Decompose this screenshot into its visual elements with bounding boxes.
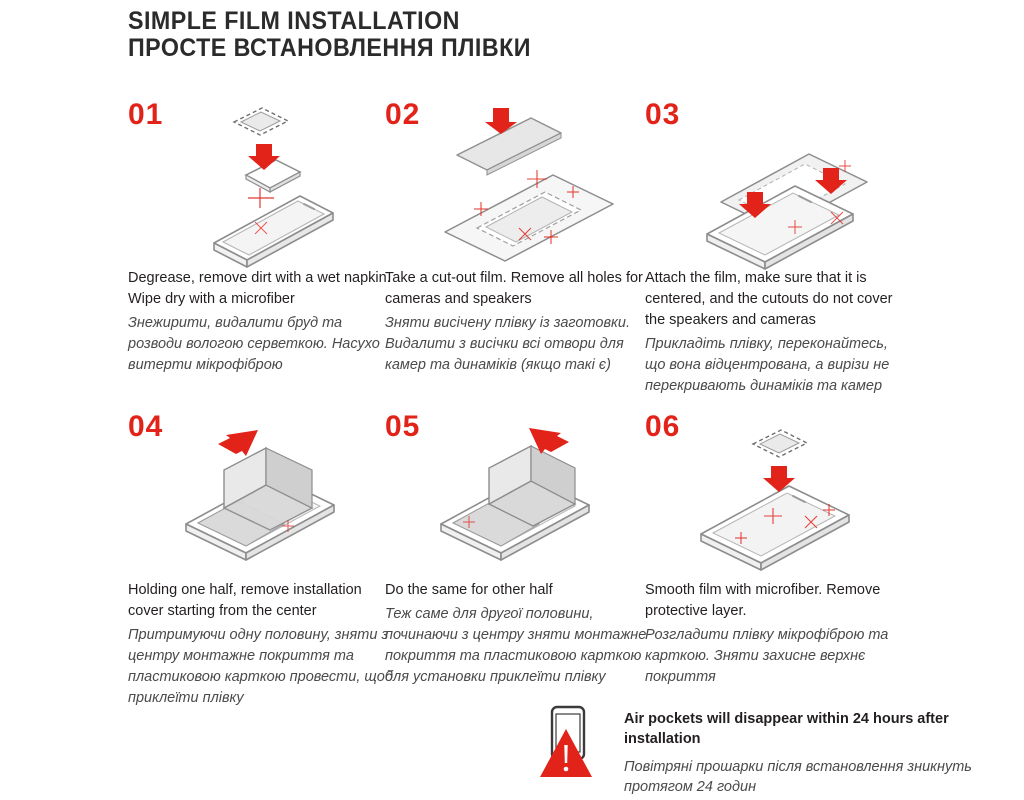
step-04-text-uk: Притримуючи одну половину, зняти з центру монтажне покриття та пластиковою карткою провести, щоб приклеїти плівку [128,627,393,707]
step-03-text [645,268,910,397]
step-06-illustration [645,412,910,580]
step-01-number: 01 [128,98,164,131]
film-sheet-peel-icon [385,100,650,275]
step-05-text-en: Do the same for other half [385,582,553,598]
step-05 [385,412,650,688]
step-01 [128,100,393,376]
step-06-number: 06 [645,410,681,443]
step-03-illustration [645,100,910,268]
page-title-uk: ПРОСТЕ ВСТАНОВЛЕННЯ ПЛІВКИ [128,34,531,63]
step-01-text-en: Degrease, remove dirt with a wet napkin. Wipe dry with a microfiber [128,270,391,308]
step-02-number: 02 [385,98,421,131]
step-04-number: 04 [128,410,164,443]
step-06-text [645,580,910,688]
step-01-illustration [128,100,393,268]
step-05-text [385,580,650,688]
step-04-text [128,580,393,709]
step-03 [645,100,910,397]
step-02-text [385,268,650,376]
poster-header [128,8,561,63]
step-01-text-uk: Знежирити, видалити бруд та розводи вологою серветкою. Насухо витерти мікрофіброю [128,315,380,374]
step-06-text-en: Smooth film with microfiber. Remove protective layer. [645,582,881,620]
peel-right-half-icon [385,412,650,587]
phone-with-napkin-icon [128,100,393,275]
footer-text-uk: Повітряні прошарки після встановлення зникнуть протягом 24 годин [624,758,972,795]
peel-left-half-icon [128,412,393,587]
step-02-illustration [385,100,650,268]
step-06-text-uk: Розгладити плівку мікрофіброю та карткою. Зняти захисне верхнє покриття [645,627,889,686]
step-01-text [128,268,393,376]
step-05-illustration [385,412,650,580]
step-04 [128,412,393,709]
footer-text-en: Air pockets will disappear within 24 hours after installation [624,711,949,748]
step-06 [645,412,910,688]
step-02-text-uk: Зняти висічену плівку із заготовки. Видалити з висічки всі отвори для камер та динаміків (якщо такі є) [385,315,630,374]
step-04-text-en: Holding one half, remove installation cover starting from the center [128,582,362,620]
step-05-text-uk: Теж саме для другої половини, починаючи з центру зняти монтажне покриття та пластиковою карткою для установки приклеїти плівку [385,606,647,686]
film-align-phone-icon [645,100,910,275]
step-05-number: 05 [385,410,421,443]
footer-note [510,705,980,797]
warning-phone-icon [510,705,610,785]
footer-text [624,705,980,797]
step-03-text-uk: Прикладіть плівку, переконайтесь, що вона відцентрована, а вирізи не перекривають динаміків та камер [645,336,890,395]
step-03-text-en: Attach the film, make sure that it is centered, and the cutouts do not cover the speakers and cameras [645,270,893,329]
step-02 [385,100,650,376]
step-02-text-en: Take a cut-out film. Remove all holes for cameras and speakers [385,270,643,308]
smooth-and-remove-top-icon [645,412,910,587]
page-title-en: SIMPLE FILM INSTALLATION [128,7,460,35]
step-04-illustration [128,412,393,580]
step-03-number: 03 [645,98,681,131]
